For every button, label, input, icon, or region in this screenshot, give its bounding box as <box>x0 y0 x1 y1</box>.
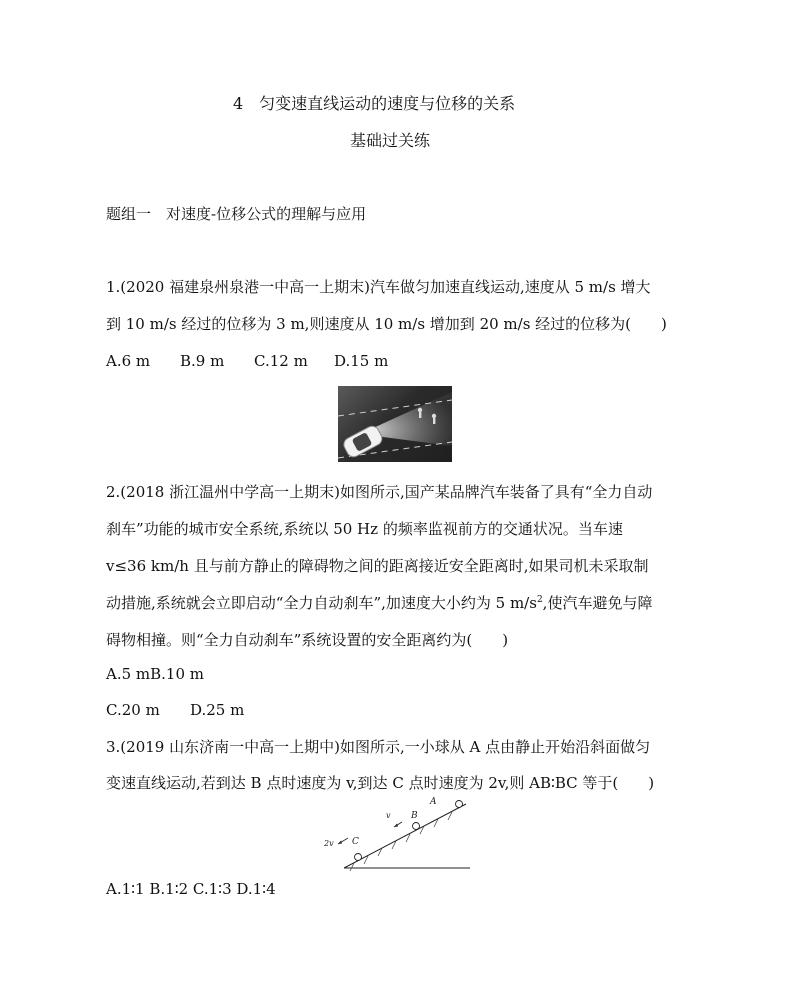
question-3-options: A.1∶1 B.1∶2 C.1∶3 D.1∶4 <box>106 880 276 898</box>
question-2-options-row-1: A.5 mB.10 m <box>106 665 205 683</box>
option-b: B.9 m <box>180 352 225 370</box>
incline-figure <box>320 796 470 872</box>
question-1-line-2: 到 10 m/s 经过的位移为 3 m,则速度从 10 m/s 增加到 20 m/s 经过的位移为( ) <box>106 315 667 333</box>
option-c: C.20 m <box>106 701 160 719</box>
acceleration-exponent: 2 <box>536 595 543 605</box>
page-title: 4 匀变速直线运动的速度与位移的关系 <box>233 94 516 113</box>
page-subtitle: 基础过关练 <box>350 131 431 150</box>
incline-diagram <box>320 796 470 872</box>
velocity-arrow-icon <box>394 824 398 828</box>
question-3-line-1: 3.(2019 山东济南一中高一上期中)如图所示,一小球从 A 点由静止开始沿斜面做匀 <box>106 738 651 756</box>
option-d: D.25 m <box>190 701 245 719</box>
label-v: v <box>386 811 391 820</box>
velocity-arrow-icon <box>338 841 342 845</box>
label-b: B <box>411 811 418 821</box>
question-2-line-4 <box>106 593 652 613</box>
label-c: C <box>352 837 359 847</box>
option-c: C.12 m <box>254 352 308 370</box>
question-1-options <box>106 351 388 371</box>
question-2-line-3: v≤36 km/h 且与前方静止的障碍物之间的距离接近安全距离时,如果司机未采取制 <box>106 557 649 575</box>
label-2v: 2v <box>324 839 334 848</box>
question-2-line-5: 碍物相撞。则“全力自动刹车”系统设置的安全距离约为( ) <box>106 631 509 649</box>
question-2-line-2: 刹车”功能的城市安全系统,系统以 50 Hz 的频率监视前方的交通状况。当车速 <box>106 520 623 538</box>
question-1-line-1: 1.(2020 福建泉州泉港一中高一上期末)汽车做匀加速直线运动,速度从 5 m/s 增大 <box>106 278 651 296</box>
question-2-options-row-2 <box>106 700 244 720</box>
option-d: D.15 m <box>334 352 389 370</box>
question-2-line-1: 2.(2018 浙江温州中学高一上期末)如图所示,国产某品牌汽车装备了具有“全力自动 <box>106 483 653 501</box>
question-2-line-4-tail: ,使汽车避免与障 <box>542 594 653 612</box>
question-3-line-2: 变速直线运动,若到达 B 点时速度为 v,到达 C 点时速度为 2v,则 AB∶BC 等于( ) <box>106 774 655 792</box>
option-a: A.6 m <box>106 352 151 370</box>
question-2-line-4-text: 动措施,系统就会立即启动“全力自动刹车”,加速度大小约为 5 m/s <box>106 594 537 612</box>
section-heading: 题组一 对速度-位移公式的理解与应用 <box>106 205 367 223</box>
label-a: A <box>430 797 437 807</box>
car-radar-image <box>338 386 452 462</box>
car-radar-illustration <box>338 386 452 462</box>
